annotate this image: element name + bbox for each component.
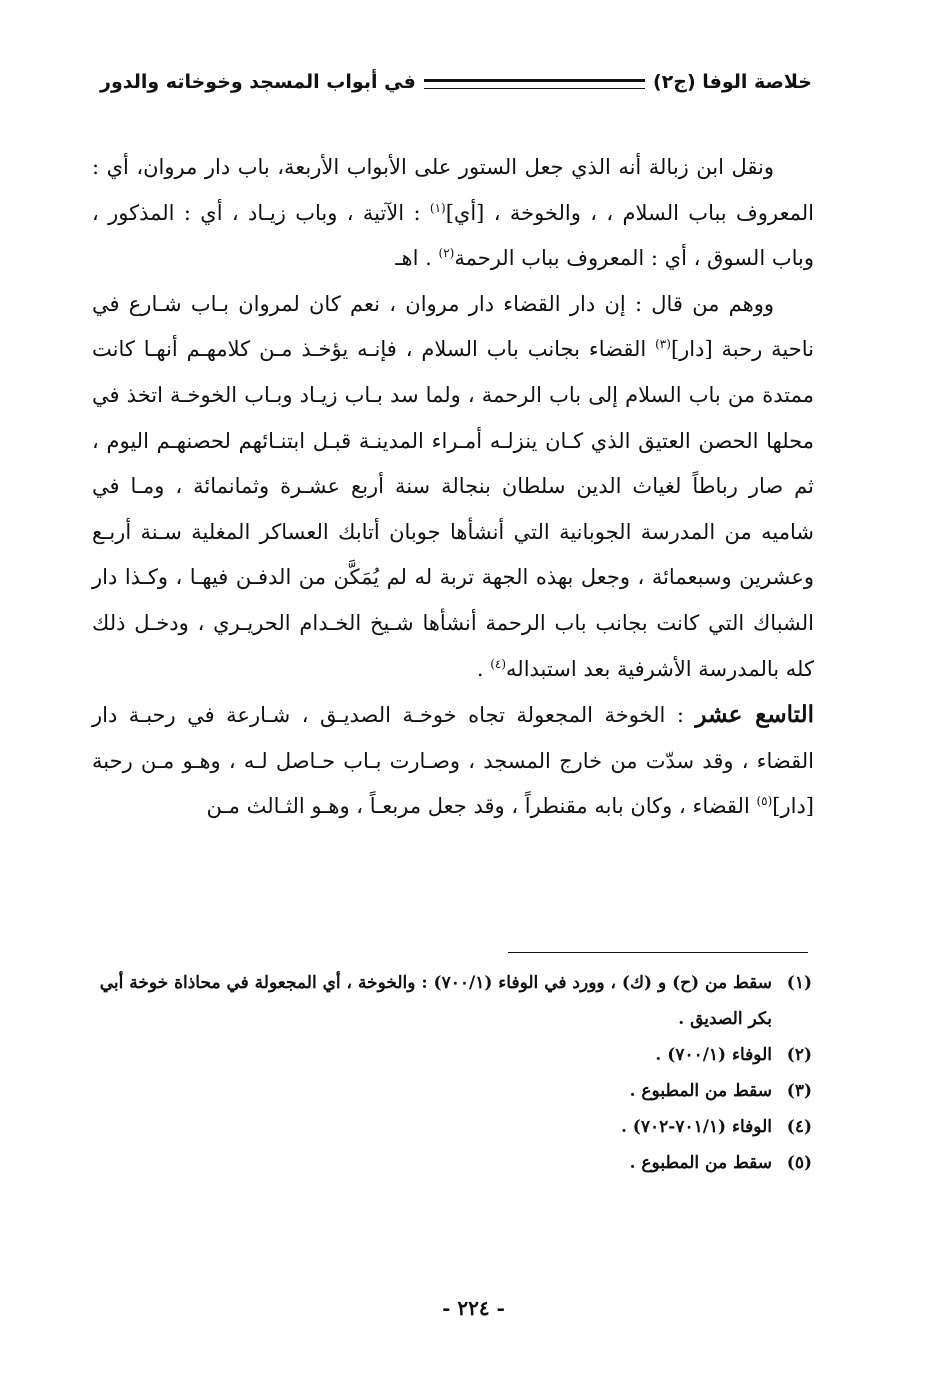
paragraph-2-end: .: [476, 656, 491, 681]
footnote-ref-4: (٤): [490, 656, 507, 671]
paragraph-2-text: ووهم من قال : إن دار القضاء دار مروان ، نعم كان لمروان بـاب شـارع في ناحية رحبة [دار]: [92, 291, 814, 362]
paragraph-3-continued: القضاء ، وكان بابه مقنطراً ، وقد جعل مربعـاً ، وهـو الثـالث مـن: [206, 794, 757, 819]
footnote-ref-5: (٥): [756, 794, 773, 809]
paragraph-3: [92, 692, 814, 830]
footnote-text: سقط من (ح) و (ك) ، وورد في الوفاء (٧٠٠/١) : والخوخة ، أي المجعولة في محاذاة خوخة أبي بكر الصديق .: [99, 973, 772, 1029]
footnotes: [86, 965, 812, 1181]
footnote-ref-3: (٣): [655, 337, 671, 352]
paragraph-2-continued: القضاء بجانب باب السلام ، فإنـه يؤخـذ مـن كلامهـم أنهـا كانت ممتدة من باب السلام إلى باب الرحمة ، ولما سد بـاب زيـاد وبـاب الخوخـة اتخذ في محلها الحصن العتيق الذي كـان ينزلـه أمـراء المدينـة قبـل ابتنـائهم لحصنهـم اليوم ، ثم صار رباطاً لغياث الدين سلطان بنجالة سنة أربع عشـرة وثمانمائة ، ومـا في شاميه من المدرسة الجوبانية التي أنشأها جوبان أتابك العساكر المغلية سـنة أربـع وعشرين وسبعمائة ، وجعل بهذه الجهة تربة له لم يُمَكَّن من الدفـن فيهـا ، وكـذا دار الشباك التي كانت بجانب باب الرحمة أنشأها شـيخ الخـدام الحريـري ، ودخـل ذلك كله بالمدرسة الأشرفية بعد استبداله: [92, 337, 814, 681]
chapter-title: في أبواب المسجد وخوخاته والدور: [100, 71, 416, 93]
footnote-2: [86, 1037, 812, 1073]
footnote-text: الوفاء (٧٠١/١-٧٠٢) .: [620, 1117, 772, 1137]
footnote-number: (٣): [786, 1081, 812, 1101]
footnote-ref-1: (١): [429, 200, 446, 215]
footnote-text: سقط من المطبوع .: [629, 1081, 772, 1101]
footnote-text: سقط من المطبوع .: [629, 1153, 772, 1173]
paragraph-1-continued: : الآتية ، وباب زيـاد ، أي : المذكور ، وباب السوق ، أي : المعروف بباب الرحمة: [92, 200, 814, 271]
footnote-3: [86, 1073, 812, 1109]
footnote-number: (٤): [786, 1117, 812, 1137]
footnote-4: [86, 1109, 812, 1145]
paragraph-1-end: . اهـ: [395, 246, 439, 271]
footnote-1: [86, 965, 812, 1037]
section-term: التاسع عشر: [695, 701, 814, 729]
footnote-number: (١): [786, 973, 812, 993]
main-text: [92, 145, 814, 830]
paragraph-2: [92, 282, 814, 692]
page-number: - ٢٢٤ -: [442, 1296, 505, 1320]
book-title: خلاصة الوفا (ج٢): [652, 71, 812, 93]
footnote-text: الوفاء (٧٠٠/١) .: [655, 1045, 772, 1065]
running-header: [100, 62, 812, 102]
paragraph-3-text: : الخوخة المجعولة تجاه خوخـة الصديـق ، شـارعة في رحبـة دار القضاء ، وقد سدّت من خارج المسجد ، وصـارت بـاب حـاصل لـه ، وهـو مـن رحبة [دار]: [92, 703, 814, 819]
footnote-number: (٥): [786, 1153, 812, 1173]
footnote-number: (٢): [786, 1045, 812, 1065]
paragraph-1: [92, 145, 814, 282]
footnote-ref-2: (٢): [438, 246, 455, 261]
footnote-rule: [508, 952, 808, 953]
footnote-5: [86, 1145, 812, 1181]
paragraph-1-text: ونقل ابن زبالة أنه الذي جعل الستور على الأبواب الأربعة، باب دار مروان، أي : المعروف بباب السلام ، ، والخوخة ، [أي]: [92, 155, 814, 225]
header-rule: [424, 79, 645, 89]
